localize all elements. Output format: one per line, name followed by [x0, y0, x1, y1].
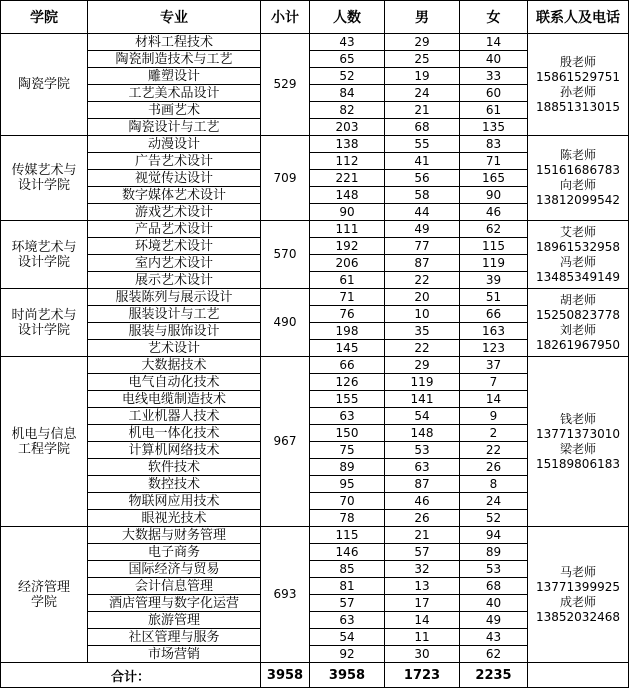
major-count: 54: [310, 629, 385, 646]
major-male: 22: [385, 340, 460, 357]
major-male: 77: [385, 238, 460, 255]
total-subtotal: 3958: [261, 663, 310, 688]
contact-phone: 15161686783: [536, 163, 620, 177]
major-count: 150: [310, 425, 385, 442]
major-name: 艺术设计: [88, 340, 261, 357]
major-female: 14: [460, 34, 528, 51]
college-subtotal: 967: [261, 357, 310, 527]
header-subtotal: 小计: [261, 1, 310, 34]
major-female: 33: [460, 68, 528, 85]
major-male: 148: [385, 425, 460, 442]
major-female: 51: [460, 289, 528, 306]
major-female: 9: [460, 408, 528, 425]
major-count: 43: [310, 34, 385, 51]
contact-person: 向老师: [559, 178, 596, 192]
college-name-line: 环境艺术与: [11, 239, 77, 255]
major-count: 146: [310, 544, 385, 561]
major-name: 广告艺术设计: [88, 153, 261, 170]
major-name: 软件技术: [88, 459, 261, 476]
college-name: [1, 357, 88, 527]
major-count: 75: [310, 442, 385, 459]
major-female: 49: [460, 612, 528, 629]
major-name: 旅游管理: [88, 612, 261, 629]
major-male: 119: [385, 374, 460, 391]
contact-info: [528, 34, 629, 136]
table-row: [1, 289, 629, 306]
major-female: 14: [460, 391, 528, 408]
table-row: [1, 136, 629, 153]
major-female: 37: [460, 357, 528, 374]
college-subtotal: 570: [261, 221, 310, 289]
total-male: 1723: [385, 663, 460, 688]
contact-info: [528, 221, 629, 289]
major-male: 63: [385, 459, 460, 476]
college-name: [1, 527, 88, 663]
major-female: 135: [460, 119, 528, 136]
header-college: 学院: [1, 1, 88, 34]
major-male: 55: [385, 136, 460, 153]
major-female: 40: [460, 595, 528, 612]
major-count: 206: [310, 255, 385, 272]
major-female: 94: [460, 527, 528, 544]
college-subtotal: 529: [261, 34, 310, 136]
table-row: [1, 221, 629, 238]
header-count: 人数: [310, 1, 385, 34]
major-male: 54: [385, 408, 460, 425]
contact-phone: 13771373010: [536, 426, 620, 441]
major-count: 78: [310, 510, 385, 527]
major-name: 电子商务: [88, 544, 261, 561]
major-male: 49: [385, 221, 460, 238]
major-name: 工业机器人技术: [88, 408, 261, 425]
major-name: 市场营销: [88, 646, 261, 663]
major-male: 68: [385, 119, 460, 136]
college-name-line: 设计学院: [17, 322, 70, 338]
major-name: 眼视光技术: [88, 510, 261, 527]
major-name: 工艺美术品设计: [88, 85, 261, 102]
college-subtotal: 709: [261, 136, 310, 221]
major-male: 35: [385, 323, 460, 340]
major-male: 57: [385, 544, 460, 561]
contact-person: 殷老师: [559, 54, 596, 69]
major-female: 39: [460, 272, 528, 289]
major-name: 物联网应用技术: [88, 493, 261, 510]
major-female: 53: [460, 561, 528, 578]
major-count: 198: [310, 323, 385, 340]
major-count: 145: [310, 340, 385, 357]
major-male: 24: [385, 85, 460, 102]
major-name: 视觉传达设计: [88, 170, 261, 187]
table-row: [1, 34, 629, 51]
college-name: [1, 34, 88, 136]
major-name: 计算机网络技术: [88, 442, 261, 459]
major-male: 21: [385, 527, 460, 544]
major-male: 11: [385, 629, 460, 646]
header-major: 专业: [88, 1, 261, 34]
major-female: 165: [460, 170, 528, 187]
major-name: 书画艺术: [88, 102, 261, 119]
header-female: 女: [460, 1, 528, 34]
contact-phone: 13852032468: [536, 609, 620, 624]
major-name: 雕塑设计: [88, 68, 261, 85]
major-male: 25: [385, 51, 460, 68]
major-female: 90: [460, 187, 528, 204]
major-count: 61: [310, 272, 385, 289]
major-count: 70: [310, 493, 385, 510]
major-name: 国际经济与贸易: [88, 561, 261, 578]
major-female: 115: [460, 238, 528, 255]
major-female: 7: [460, 374, 528, 391]
major-female: 24: [460, 493, 528, 510]
major-count: 65: [310, 51, 385, 68]
major-male: 30: [385, 646, 460, 663]
major-count: 155: [310, 391, 385, 408]
college-name: [1, 136, 88, 221]
major-name: 展示艺术设计: [88, 272, 261, 289]
major-male: 32: [385, 561, 460, 578]
college-name-line: 工程学院: [17, 441, 70, 457]
major-count: 111: [310, 221, 385, 238]
major-name: 游戏艺术设计: [88, 204, 261, 221]
major-count: 203: [310, 119, 385, 136]
college-name-line: 经济管理: [17, 579, 70, 595]
major-name: 产品艺术设计: [88, 221, 261, 238]
major-count: 66: [310, 357, 385, 374]
contact-phone: 15189806183: [536, 456, 620, 471]
major-count: 63: [310, 408, 385, 425]
header-contact: 联系人及电话: [528, 1, 629, 34]
contact-phone: 13812099542: [536, 193, 620, 207]
major-male: 22: [385, 272, 460, 289]
major-male: 29: [385, 357, 460, 374]
major-count: 71: [310, 289, 385, 306]
major-count: 115: [310, 527, 385, 544]
major-name: 动漫设计: [88, 136, 261, 153]
major-name: 数字媒体艺术设计: [88, 187, 261, 204]
major-name: 环境艺术设计: [88, 238, 261, 255]
major-count: 92: [310, 646, 385, 663]
header-row: [1, 1, 629, 34]
major-count: 57: [310, 595, 385, 612]
major-male: 41: [385, 153, 460, 170]
major-count: 126: [310, 374, 385, 391]
contact-phone: 18851313015: [536, 99, 620, 114]
major-count: 221: [310, 170, 385, 187]
contact-phone: 15861529751: [536, 69, 620, 84]
major-female: 40: [460, 51, 528, 68]
contact-info: [528, 357, 629, 527]
contact-phone: 15250823778: [536, 307, 620, 322]
contact-person: 梁老师: [559, 441, 596, 456]
major-female: 71: [460, 153, 528, 170]
college-name-line: 陶瓷学院: [17, 77, 70, 92]
major-male: 17: [385, 595, 460, 612]
college-name: [1, 289, 88, 357]
contact-phone: 18261967950: [536, 337, 620, 352]
major-name: 陶瓷设计与工艺: [88, 119, 261, 136]
college-subtotal: 490: [261, 289, 310, 357]
major-female: 62: [460, 221, 528, 238]
major-count: 89: [310, 459, 385, 476]
major-female: 8: [460, 476, 528, 493]
college-name-line: 设计学院: [17, 178, 70, 193]
major-name: 服装陈列与展示设计: [88, 289, 261, 306]
major-male: 44: [385, 204, 460, 221]
college-name-line: 设计学院: [17, 254, 70, 270]
major-female: 26: [460, 459, 528, 476]
major-name: 材料工程技术: [88, 34, 261, 51]
major-count: 52: [310, 68, 385, 85]
major-female: 61: [460, 102, 528, 119]
major-female: 60: [460, 85, 528, 102]
major-name: 大数据与财务管理: [88, 527, 261, 544]
major-name: 陶瓷制造技术与工艺: [88, 51, 261, 68]
major-count: 192: [310, 238, 385, 255]
major-name: 电线电缆制造技术: [88, 391, 261, 408]
major-male: 19: [385, 68, 460, 85]
contact-person: 胡老师: [559, 292, 596, 307]
major-name: 室内艺术设计: [88, 255, 261, 272]
major-female: 62: [460, 646, 528, 663]
contact-person: 冯老师: [559, 254, 596, 269]
major-count: 95: [310, 476, 385, 493]
major-female: 123: [460, 340, 528, 357]
major-female: 52: [460, 510, 528, 527]
major-name: 酒店管理与数字化运营: [88, 595, 261, 612]
major-count: 63: [310, 612, 385, 629]
major-female: 83: [460, 136, 528, 153]
major-male: 14: [385, 612, 460, 629]
contact-phone: 18961532958: [536, 239, 620, 254]
major-male: 46: [385, 493, 460, 510]
contact-info: [528, 136, 629, 221]
major-count: 148: [310, 187, 385, 204]
contact-person: 刘老师: [559, 322, 596, 337]
major-male: 87: [385, 255, 460, 272]
major-count: 112: [310, 153, 385, 170]
header-male: 男: [385, 1, 460, 34]
major-female: 43: [460, 629, 528, 646]
major-male: 141: [385, 391, 460, 408]
major-count: 90: [310, 204, 385, 221]
major-female: 46: [460, 204, 528, 221]
major-female: 119: [460, 255, 528, 272]
contact-person: 孙老师: [559, 84, 596, 99]
major-name: 社区管理与服务: [88, 629, 261, 646]
major-male: 10: [385, 306, 460, 323]
college-name: [1, 221, 88, 289]
major-name: 大数据技术: [88, 357, 261, 374]
major-count: 81: [310, 578, 385, 595]
contact-phone: 13771399925: [536, 579, 620, 594]
major-female: 68: [460, 578, 528, 595]
major-male: 29: [385, 34, 460, 51]
contact-info: [528, 527, 629, 663]
contact-person: 成老师: [559, 594, 596, 609]
college-name-line: 学院: [30, 594, 57, 610]
college-name-line: 传媒艺术与: [11, 163, 77, 178]
total-label: 合计：: [1, 663, 261, 688]
contact-person: 艾老师: [559, 224, 596, 239]
major-male: 58: [385, 187, 460, 204]
major-male: 56: [385, 170, 460, 187]
total-count: 3958: [310, 663, 385, 688]
table-body: [1, 34, 629, 663]
contact-info: [528, 289, 629, 357]
total-female: 2235: [460, 663, 528, 688]
major-name: 机电一体化技术: [88, 425, 261, 442]
major-count: 138: [310, 136, 385, 153]
total-contact: [528, 663, 629, 688]
major-name: 服装设计与工艺: [88, 306, 261, 323]
major-count: 82: [310, 102, 385, 119]
major-male: 20: [385, 289, 460, 306]
college-subtotal: 693: [261, 527, 310, 663]
table-row: [1, 357, 629, 374]
contact-person: 马老师: [559, 564, 596, 579]
major-male: 13: [385, 578, 460, 595]
contact-person: 钱老师: [559, 411, 596, 426]
major-count: 85: [310, 561, 385, 578]
major-male: 87: [385, 476, 460, 493]
major-male: 26: [385, 510, 460, 527]
major-male: 53: [385, 442, 460, 459]
table-row: [1, 527, 629, 544]
major-female: 163: [460, 323, 528, 340]
major-name: 电气自动化技术: [88, 374, 261, 391]
major-name: 数控技术: [88, 476, 261, 493]
contact-person: 陈老师: [559, 148, 596, 162]
major-female: 66: [460, 306, 528, 323]
major-count: 84: [310, 85, 385, 102]
college-name-line: 机电与信息: [11, 426, 77, 442]
contact-phone: 13485349149: [536, 269, 620, 284]
major-name: 会计信息管理: [88, 578, 261, 595]
major-count: 76: [310, 306, 385, 323]
major-name: 服装与服饰设计: [88, 323, 261, 340]
total-row: [1, 663, 629, 688]
college-name-line: 时尚艺术与: [11, 307, 77, 323]
major-female: 89: [460, 544, 528, 561]
major-female: 22: [460, 442, 528, 459]
major-male: 21: [385, 102, 460, 119]
major-female: 2: [460, 425, 528, 442]
